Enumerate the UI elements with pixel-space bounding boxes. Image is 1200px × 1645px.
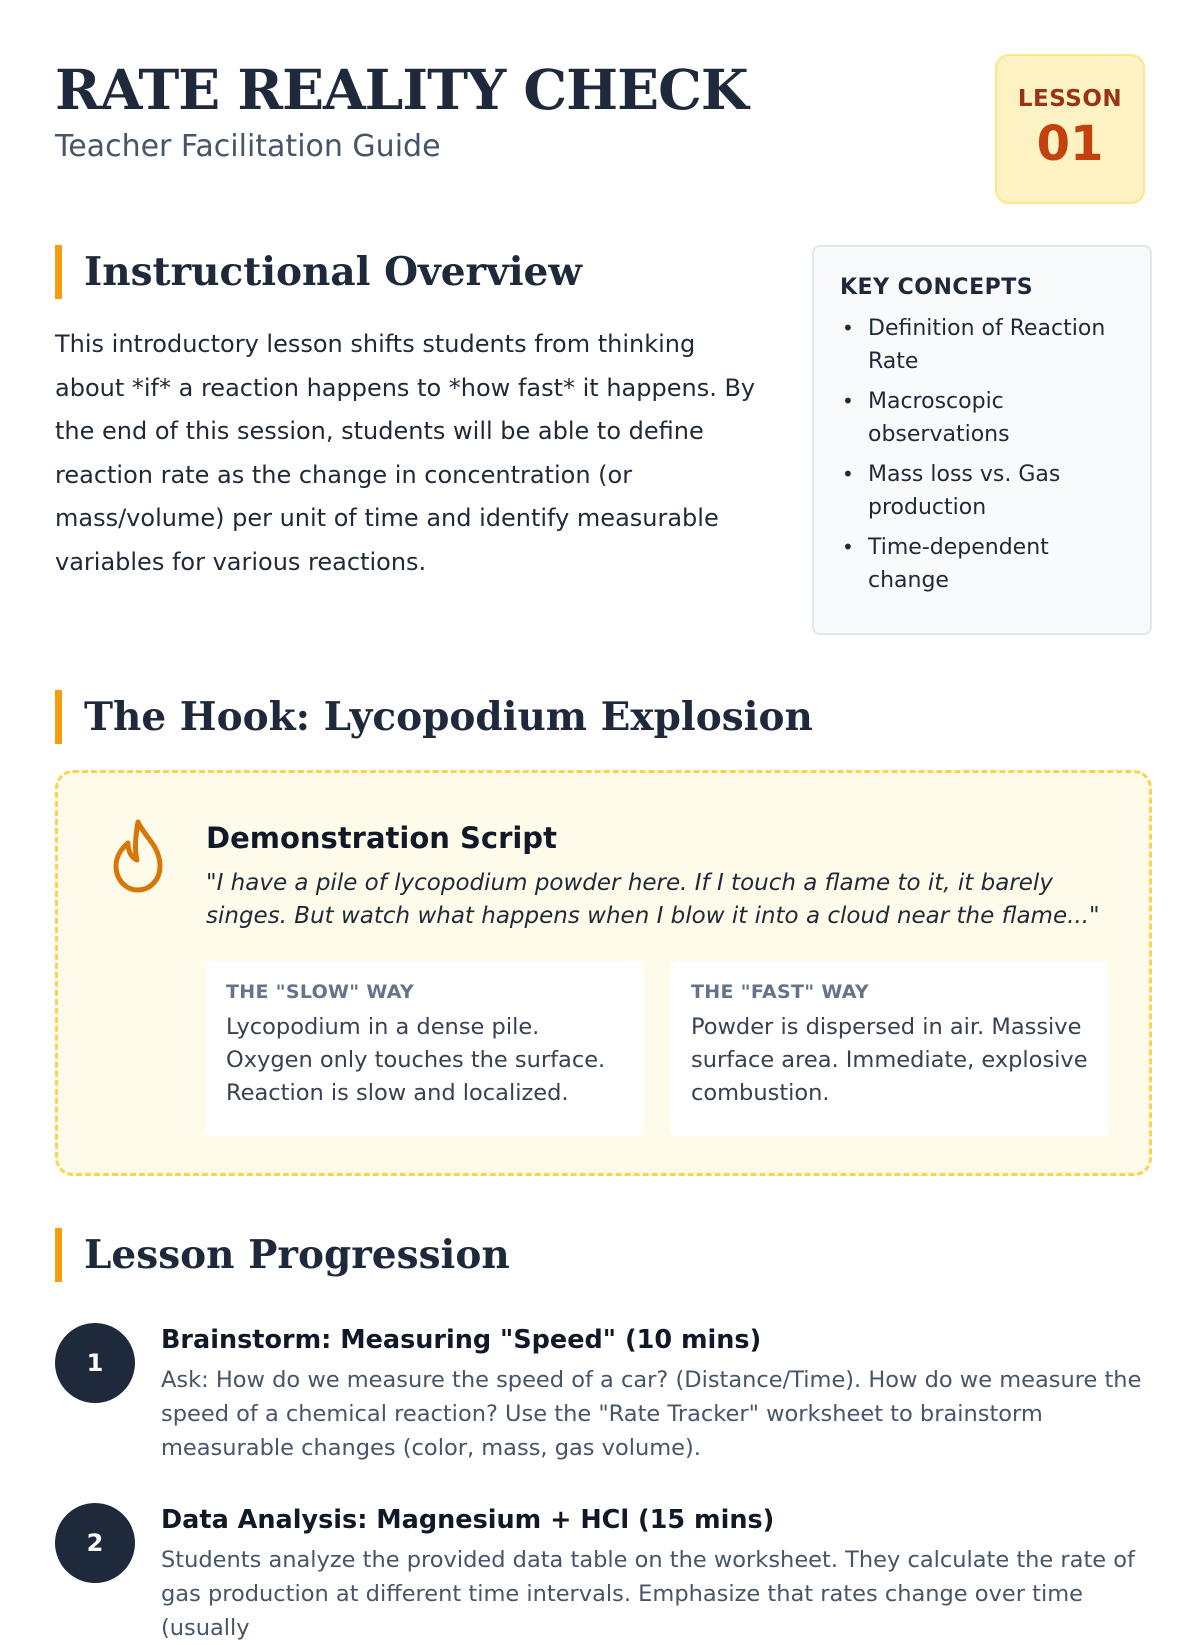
key-concepts-list (840, 312, 1128, 597)
key-concept-label: Mass loss vs. Gas production (868, 462, 1061, 520)
fast-way-card (671, 961, 1108, 1136)
progression-heading: Lesson Progression (55, 1228, 510, 1282)
key-concept-label: Macroscopic observations (868, 389, 1010, 447)
step-title: Data Analysis: Magnesium + HCl (15 mins) (161, 1505, 775, 1535)
key-concept-label: Time-dependent change (868, 535, 1049, 593)
step-item (55, 1323, 1152, 1463)
page-title: RATE REALITY CHECK (55, 57, 748, 122)
lesson-badge (995, 54, 1145, 204)
step-item (55, 1503, 1152, 1643)
lesson-label: LESSON (1017, 86, 1123, 112)
step-description: Students analyze the provided data table on the worksheet. They calculate the rate of gas production at different time intervals. Emphasize that rates change over time (usually (161, 1547, 1135, 1641)
demo-quote: "I have a pile of lycopodium powder here. If I touch a flame to it, it barely singes. But watch what happens when I blow it into a cloud near the flame..." (206, 870, 1100, 929)
key-concepts-title: KEY CONCEPTS (840, 275, 1034, 300)
demonstration-box (55, 770, 1152, 1176)
step-number-badge: 1 (55, 1323, 135, 1403)
key-concept-item (840, 385, 1128, 451)
overview-text: This introductory lesson shifts students from thinking about *if* a reaction happens to *how fast* it happens. By the end of this session, students will be able to define reaction rate as the change in concentration (or mass/volume) per unit of time and identify measurable variables for various reactions. (55, 330, 756, 576)
key-concept-item (840, 458, 1128, 524)
page-header (55, 52, 1145, 202)
lesson-number: 01 (1036, 116, 1104, 172)
page-subtitle: Teacher Facilitation Guide (55, 129, 441, 164)
overview-heading: Instructional Overview (55, 245, 582, 299)
step-description: Ask: How do we measure the speed of a car? (Distance/Time). How do we measure the speed of a chemical reaction? Use the "Rate Tracker" worksheet to brainstorm measurable changes (color, mass, gas volume). (161, 1367, 1142, 1461)
fast-way-text: Powder is dispersed in air. Massive surface area. Immediate, explosive combustion. (691, 1014, 1088, 1106)
slow-way-title: THE "SLOW" WAY (226, 981, 415, 1003)
key-concept-label: Definition of Reaction Rate (868, 316, 1106, 374)
key-concept-item (840, 312, 1128, 378)
flame-icon (108, 818, 168, 894)
step-number-badge: 2 (55, 1503, 135, 1583)
fast-way-title: THE "FAST" WAY (691, 981, 869, 1003)
bullet-icon: • (842, 462, 854, 486)
step-title: Brainstorm: Measuring "Speed" (10 mins) (161, 1325, 762, 1355)
demo-title: Demonstration Script (206, 821, 557, 855)
slow-way-card (206, 961, 643, 1136)
bullet-icon: • (842, 535, 854, 559)
bullet-icon: • (842, 389, 854, 413)
slow-way-text: Lycopodium in a dense pile. Oxygen only touches the surface. Reaction is slow and localized. (226, 1014, 606, 1106)
key-concepts-box (812, 245, 1152, 635)
hook-heading: The Hook: Lycopodium Explosion (55, 690, 813, 744)
bullet-icon: • (842, 316, 854, 340)
key-concept-item (840, 531, 1128, 597)
